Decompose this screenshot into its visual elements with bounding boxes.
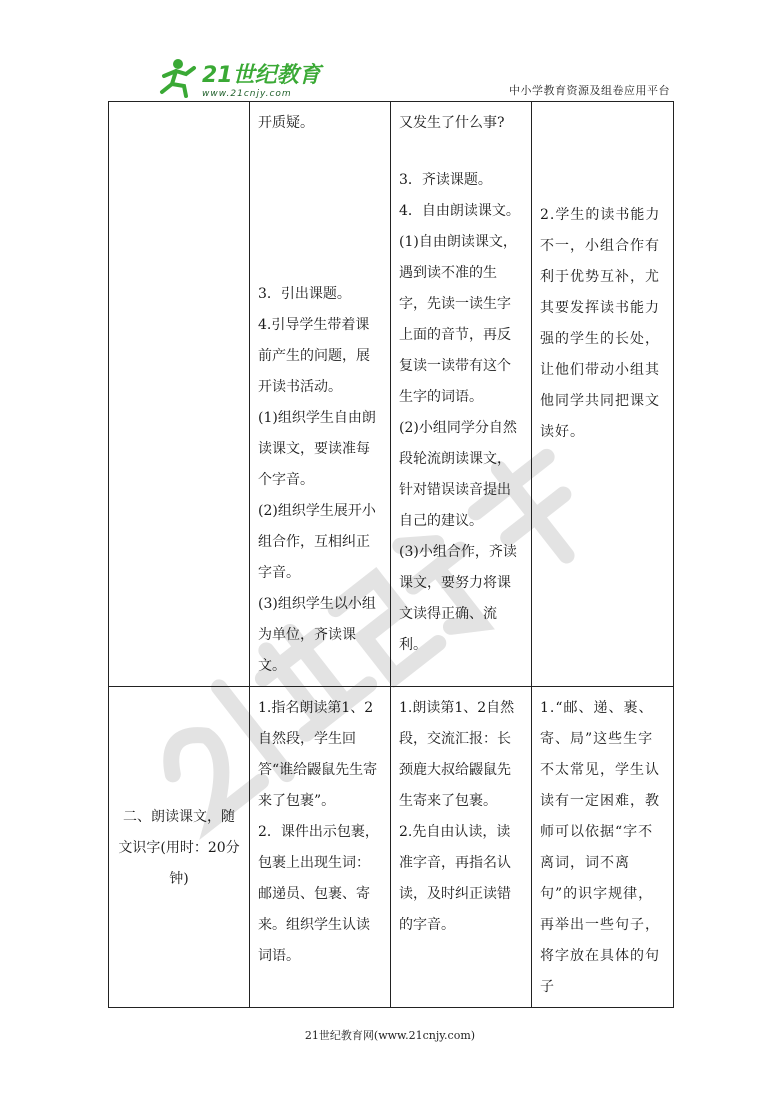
teacher-text: 4.引导学生带着课前产生的问题，展开读书活动。 [258,317,370,395]
design-intent-text: 2.学生的读书能力不一，小组合作有利于优势互补，尤其要发挥读书能力强的学生的长处，让他们带动小组其他同学共同把课文读好。 [540,207,661,440]
teacher-text: 2．课件出示包裹，包裹上出现生词：邮递员、包裹、寄来。组织学生认读词语。 [258,824,379,964]
platform-name: 中小学教育资源及组卷应用平台 [509,84,670,97]
student-text: (3)小组合作，齐读课文，要努力将课文读得正确、流利。 [399,544,517,653]
logo-text: 21世纪教育 [202,63,321,88]
logo-url: www.21cnjy.com [202,89,292,99]
student-text: 3．齐读课题。 [399,172,492,188]
runner-icon [162,59,194,96]
teacher-text: (2)组织学生展开小组合作，互相纠正字音。 [258,503,376,581]
student-text: 4．自由朗读课文。 [399,203,520,219]
logo [156,56,356,100]
lesson-table [108,101,674,1008]
table-row [109,102,674,687]
student-text: 又发生了什么事? [399,115,505,131]
teacher-text: 3．引出课题。 [258,286,351,302]
teacher-text: 开质疑。 [258,115,314,131]
teacher-activity-cell [250,687,391,1008]
student-activity-cell [391,102,532,687]
student-text: 1.朗读第1、2自然段，交流汇报：长颈鹿大叔给鼹鼠先生寄来了包裹。 [399,700,515,809]
page-footer: 21世纪教育网(www.21cnjy.com) [304,1029,476,1042]
student-text: (1)自由朗读课文，遇到读不准的生字，先读一读生字上面的音节，再反复读一读带有这个生字的词语。 [399,234,517,405]
design-intent-text: 1.“邮、递、裹、寄、局”这些生字不太常见，学生认读有一定困难，教师可以依据“字不离词，词不离句”的识字规律，再举出一些句子，将字放在具体的句子 [540,700,660,995]
teacher-text: (3)组织学生以小组为单位，齐读课文。 [258,596,376,674]
table-row [109,687,674,1008]
design-intent-cell [532,687,674,1008]
design-intent-cell [532,102,674,687]
student-text: (2)小组同学分自然段轮流朗读课文，针对错误读音提出自己的建议。 [399,420,517,529]
stage-cell [109,102,250,687]
student-text: 2.先自由认读，读准字音，再指名认读，及时纠正读错的字音。 [399,824,511,933]
teacher-activity-cell [250,102,391,687]
stage-cell: 二、朗读课文，随文识字(用时：20分钟) [109,687,250,1008]
teacher-text: (1)组织学生自由朗读课文，要读准每个字音。 [258,410,376,488]
student-activity-cell [391,687,532,1008]
teacher-text: 1.指名朗读第1、2自然段，学生回答“谁给鼹鼠先生寄来了包裹”。 [258,700,378,809]
page-header [110,50,670,100]
